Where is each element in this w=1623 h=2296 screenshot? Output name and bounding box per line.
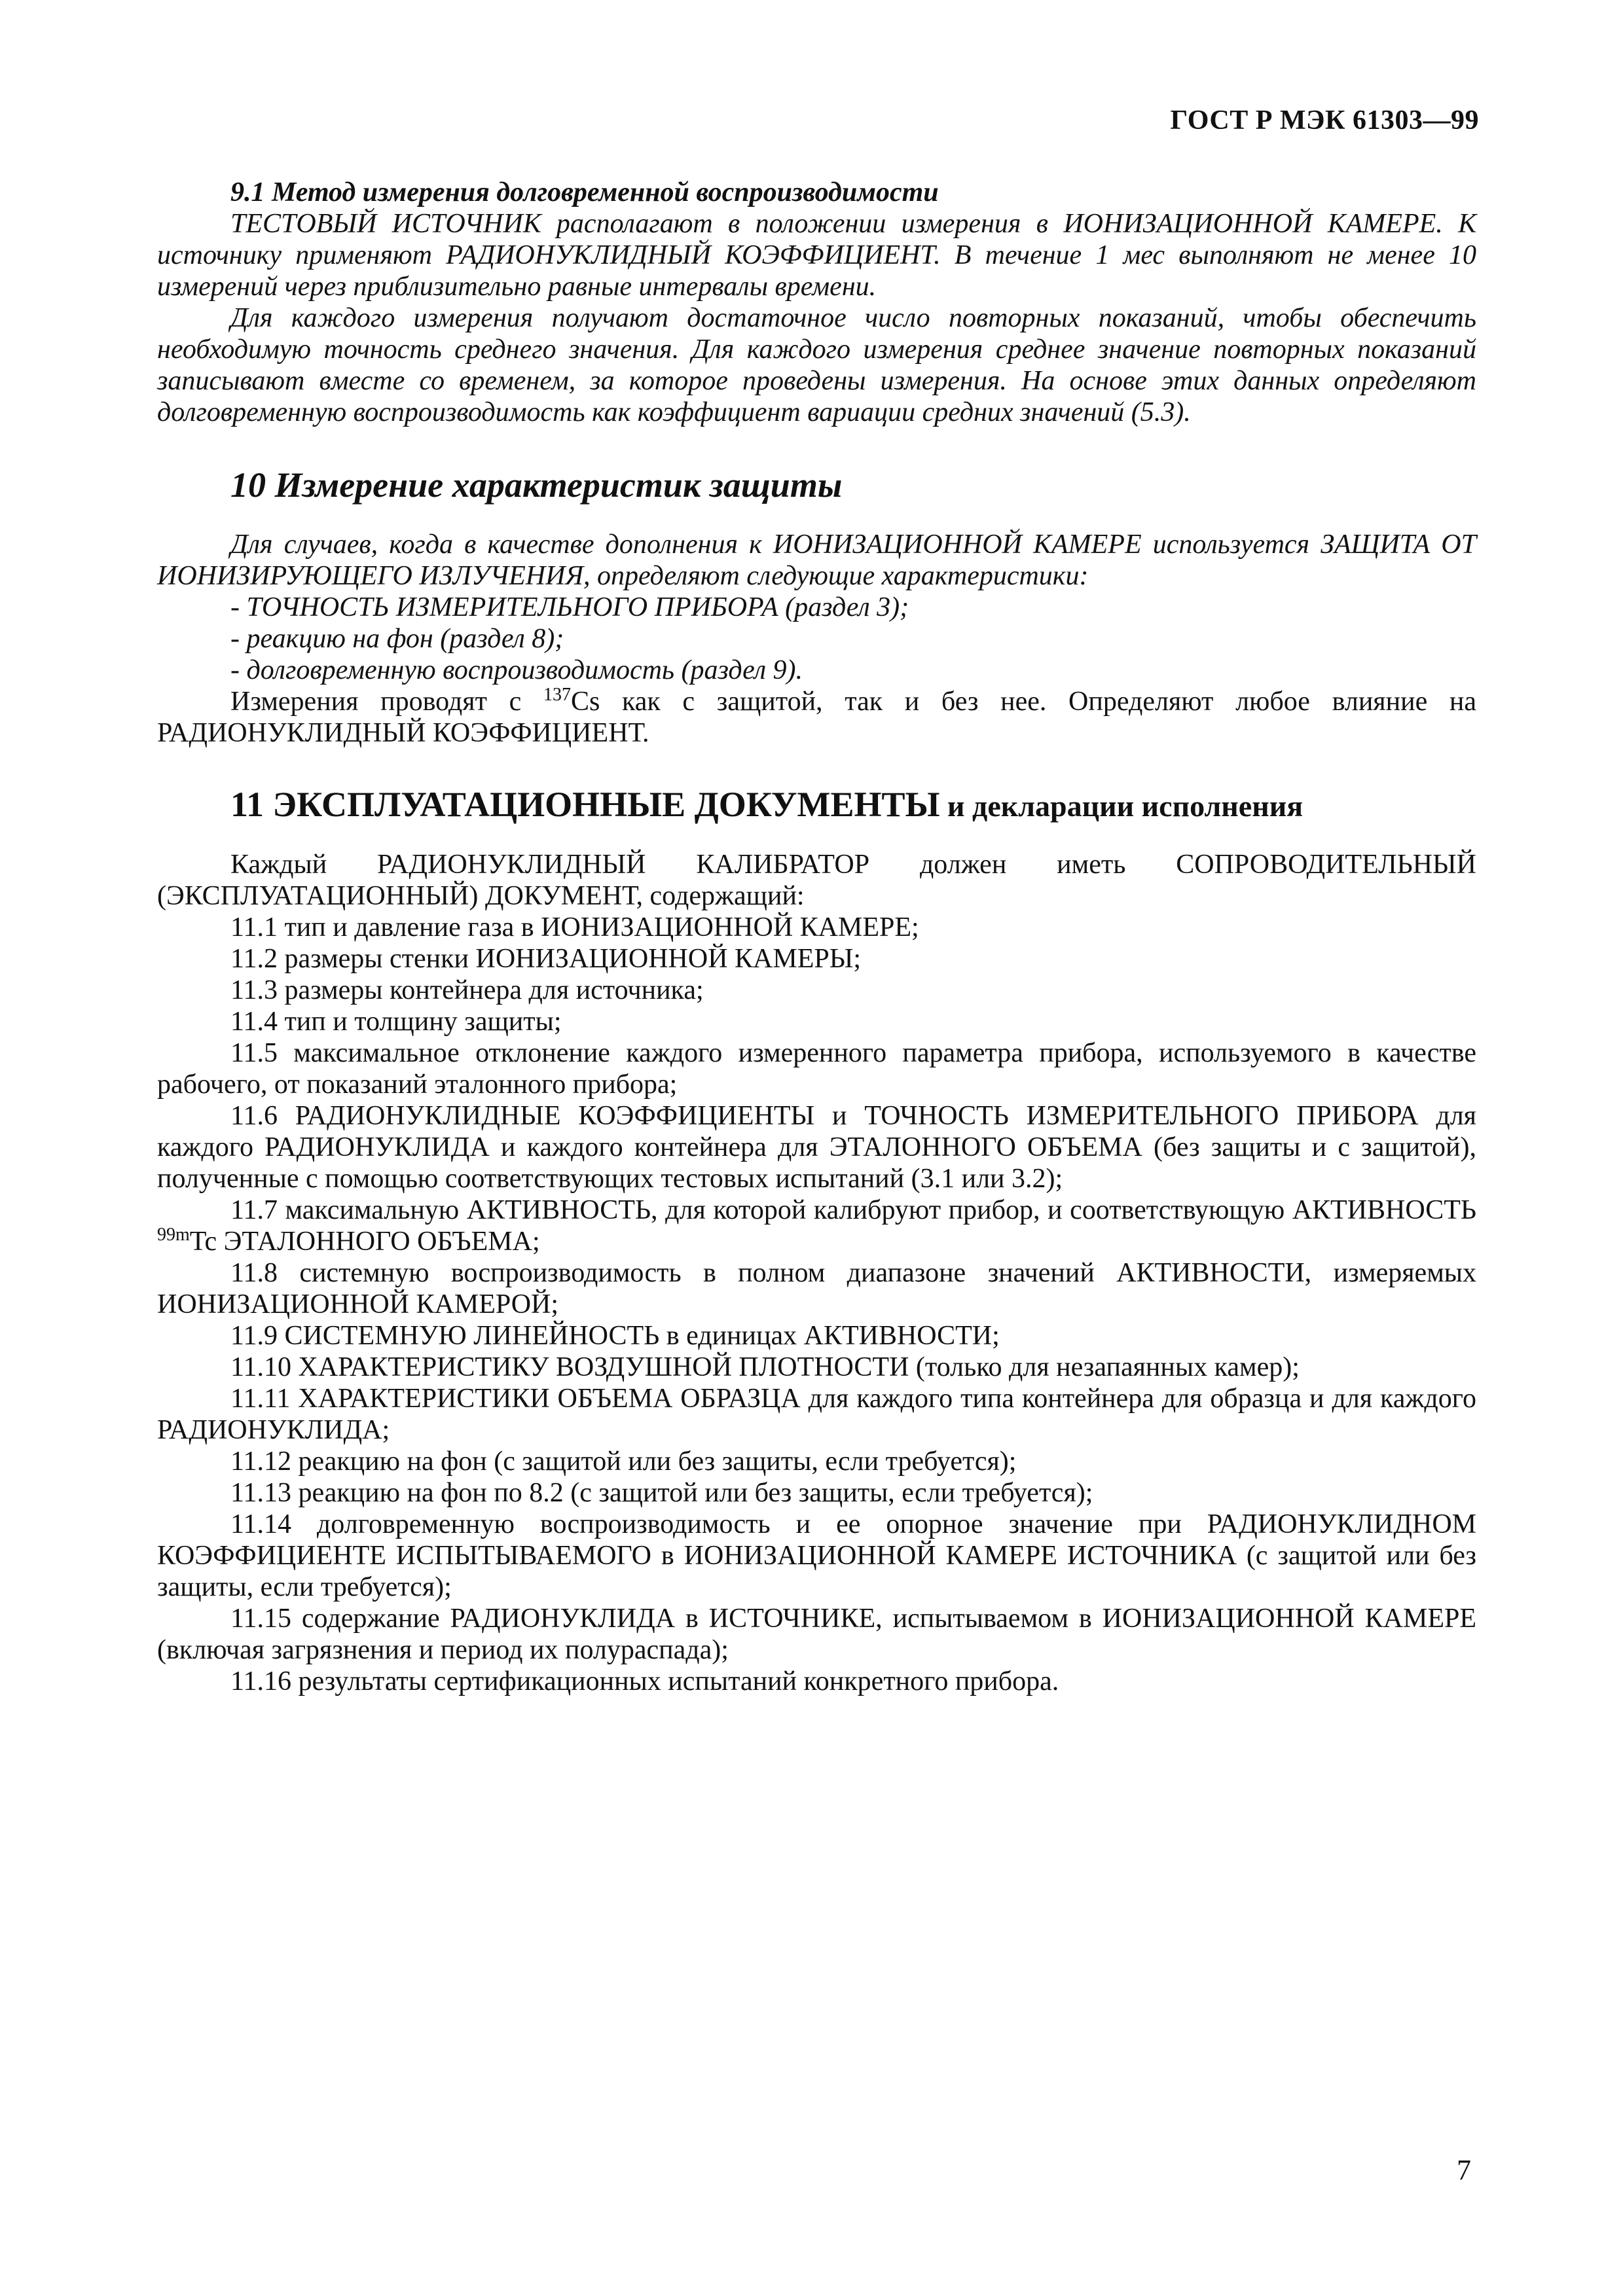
item-11-7 [157,1194,1476,1257]
cs-mass-number: 137 [543,685,571,705]
section-10-item-1: - ТОЧНОСТЬ ИЗМЕРИТЕЛЬНОГО ПРИБОРА (раздел 3); [230,592,909,622]
item-11-2: 11.2 размеры стенки ИОНИЗАЦИОННОЙ КАМЕРЫ; [230,944,862,974]
item-11-12: 11.12 реакцию на фон (с защитой или без защиты, если требуется); [230,1446,1017,1477]
item-11-15: 11.15 содержание РАДИОНУКЛИДА в ИСТОЧНИКЕ, испытываемом в ИОНИЗАЦИОННОЙ КАМЕРЕ (включая загрязнения и период их полураспада); [157,1604,1476,1665]
item-11-7-post: Tc ЭТАЛОННОГО ОБЪЕМА; [189,1227,540,1257]
item-11-11: 11.11 ХАРАКТЕРИСТИКИ ОБЪЕМА ОБРАЗЦА для каждого типа контейнера для образца и для каждого РАДИОНУКЛИДА; [157,1384,1476,1445]
item-11-9: 11.9 СИСТЕМНУЮ ЛИНЕЙНОСТЬ в единицах АКТИВНОСТИ; [230,1321,1000,1351]
item-11-4: 11.4 тип и толщину защиты; [230,1007,562,1037]
page-number: 7 [1457,2154,1471,2186]
item-11-16: 11.16 результаты сертификационных испытаний конкретного прибора. [230,1666,1059,1696]
item-11-10: 11.10 ХАРАКТЕРИСТИКУ ВОЗДУШНОЙ ПЛОТНОСТИ (только для незапаянных камер); [230,1352,1300,1382]
section-9-1-heading: 9.1 Метод измерения долговременной воспроизводимости [230,177,939,207]
section-10-measurement-post: Cs как с защитой, так и без нее. Определяют любое влияние на РАДИОНУКЛИДНЫЙ КОЭФФИЦИЕНТ. [157,687,1476,748]
item-11-14: 11.14 долговременную воспроизводимость и ее опорное значение при РАДИОНУКЛИДНОМ КОЭФФИЦИЕНТЕ ИСПЫТЫВАЕМОГО в ИОНИЗАЦИОННОЙ КАМЕРЕ ИСТОЧНИКА (с защитой или без защиты, если требуется); [157,1509,1476,1602]
section-10-measurement-pre: Измерения проводят с [230,687,543,717]
section-10-item-2: - реакцию на фон (раздел 8); [230,624,564,654]
item-11-6: 11.6 РАДИОНУКЛИДНЫЕ КОЭФФИЦИЕНТЫ и ТОЧНОСТЬ ИЗМЕРИТЕЛЬНОГО ПРИБОРА для каждого РАДИОНУКЛИДА и каждого контейнера для ЭТАЛОННОГО ОБЪЕМА (без защиты и с защитой), полученные с помощью соответствующих тестовых испытаний (3.1 или 3.2); [157,1101,1476,1194]
item-11-5: 11.5 максимальное отклонение каждого измеренного параметра прибора, используемого в качестве рабочего, от показаний эталонного прибора; [157,1038,1476,1100]
page-content [157,177,1476,1697]
section-11-heading-rest: и декларации исполнения [939,789,1304,823]
section-10-measurement [157,686,1476,749]
section-9-1-paragraph-1: ТЕСТОВЫЙ ИСТОЧНИК располагают в положении измерения в ИОНИЗАЦИОННОЙ КАМЕРЕ. К источнику применяют РАДИОНУКЛИДНЫЙ КОЭФФИЦИЕНТ. В течение 1 мес выполняют не менее 10 измерений через приблизительно равные интервалы времени. [157,209,1476,302]
section-11-intro: Каждый РАДИОНУКЛИДНЫЙ КАЛИБРАТОР должен иметь СОПРОВОДИТЕЛЬНЫЙ (ЭКСПЛУАТАЦИОННЫЙ) ДОКУМЕНТ, содержащий: [157,850,1476,911]
section-10-item-3: - долговременную воспроизводимость (раздел 9). [230,655,803,685]
item-11-3: 11.3 размеры контейнера для источника; [230,975,704,1005]
item-11-13: 11.13 реакцию на фон по 8.2 (с защитой или без защиты, если требуется); [230,1478,1093,1508]
item-11-8: 11.8 системную воспроизводимость в полном диапазоне значений АКТИВНОСТИ, измеряемых ИОНИЗАЦИОННОЙ КАМЕРОЙ; [157,1258,1476,1319]
item-11-7-pre: 11.7 максимальную АКТИВНОСТЬ, для которой калибруют прибор, и соответствующую АКТИВНОСТЬ [230,1195,1476,1225]
document-header: ГОСТ Р МЭК 61303—99 [1170,105,1479,135]
section-10-heading: 10 Измерение характеристик защиты [230,465,843,505]
item-11-1: 11.1 тип и давление газа в ИОНИЗАЦИОННОЙ КАМЕРЕ; [230,912,919,942]
section-10-intro: Для случаев, когда в качестве дополнения к ИОНИЗАЦИОННОЙ КАМЕРЕ используется ЗАЩИТА ОТ ИОНИЗИРУЮЩЕГО ИЗЛУЧЕНИЯ, определяют следующие характеристики: [157,529,1476,591]
section-9-1-paragraph-2: Для каждого измерения получают достаточное число повторных показаний, чтобы обеспечить необходимую точность среднего значения. Для каждого измерения среднее значение повторных показаний записывают вместе со временем, за которое проведены измерения. На основе этих данных определяют долговременную воспроизводимость как коэффициент вариации средних значений (5.3). [157,303,1476,427]
section-11-heading [157,784,1476,827]
tc-mass-number: 99m [157,1225,190,1245]
section-11-heading-main: 11 ЭКСПЛУАТАЦИОННЫЕ ДОКУМЕНТЫ [230,785,940,824]
